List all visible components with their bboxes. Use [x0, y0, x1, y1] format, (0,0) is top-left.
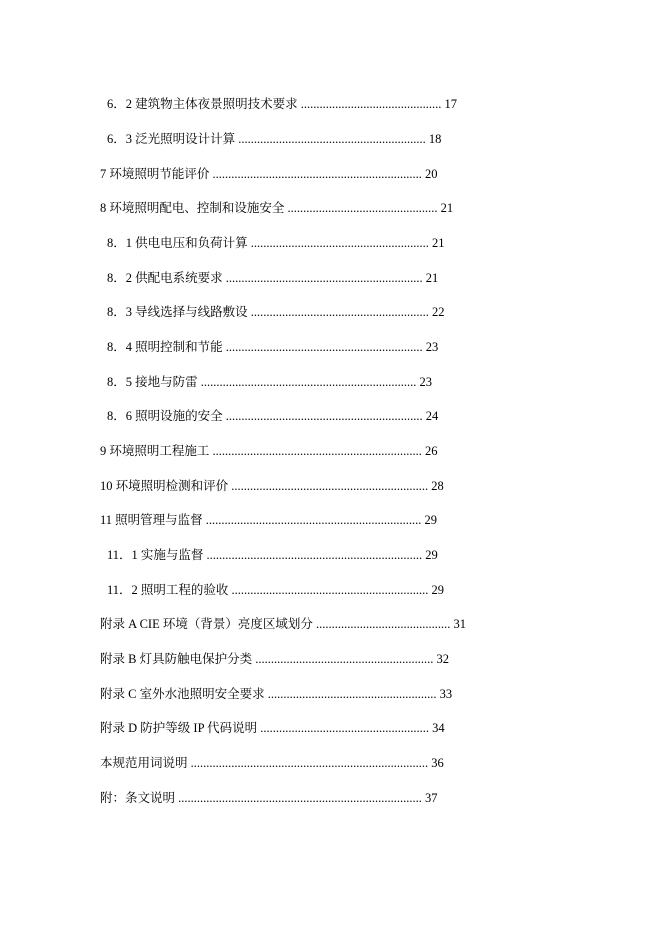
toc-entry-8-5[interactable]: 8．5 接地与防雷 ..................................................................... 23 — [107, 375, 433, 389]
toc-entry-8[interactable]: 8 环境照明配电、控制和设施安全 ................................................ 21 — [100, 201, 454, 215]
toc-entry-6-3[interactable]: 6．3 泛光照明设计计算 ............................................................ 18 — [107, 132, 442, 146]
toc-entry-explanation[interactable]: 附：条文说明 .............................................................................. 37 — [100, 791, 438, 805]
toc-entry-10[interactable]: 10 环境照明检测和评价 ............................................................... 28 — [100, 479, 444, 493]
toc-entry-appendix-d[interactable]: 附录 D 防护等级 IP 代码说明 ...................................................... 34 — [100, 721, 445, 735]
toc-entry-11[interactable]: 11 照明管理与监督 ..................................................................... 29 — [100, 513, 438, 527]
toc-entry-6-2[interactable]: 6．2 建筑物主体夜景照明技术要求 ............................................. 17 — [107, 97, 458, 111]
toc-entry-terms[interactable]: 本规范用词说明 ............................................................................ 36 — [100, 756, 444, 770]
toc-entry-9[interactable]: 9 环境照明工程施工 ................................................................... 26 — [100, 444, 438, 458]
toc-entry-11-1[interactable]: 11．1 实施与监督 ..................................................................... 29 — [107, 548, 438, 562]
toc-entry-8-2[interactable]: 8．2 供配电系统要求 ............................................................... 21 — [107, 271, 439, 285]
toc-entry-appendix-c[interactable]: 附录 C 室外水池照明安全要求 ...................................................... 33 — [100, 687, 453, 701]
toc-entry-11-2[interactable]: 11．2 照明工程的验收 ............................................................... 29 — [107, 583, 445, 597]
toc-entry-8-4[interactable]: 8．4 照明控制和节能 ............................................................... 23 — [107, 340, 439, 354]
toc-entry-8-3[interactable]: 8．3 导线选择与线路敷设 ......................................................... 22 — [107, 305, 445, 319]
toc-entry-appendix-b[interactable]: 附录 B 灯具防触电保护分类 ......................................................... 32 — [100, 652, 449, 666]
toc-entry-7[interactable]: 7 环境照明节能评价 ................................................................... 20 — [100, 167, 438, 181]
toc-entry-8-6[interactable]: 8．6 照明设施的安全 ............................................................... 24 — [107, 409, 439, 423]
toc-entry-appendix-a[interactable]: 附录 A CIE 环境（背景）亮度区域划分 ........................................... 31 — [100, 617, 466, 631]
toc-entry-8-1[interactable]: 8．1 供电电压和负荷计算 ......................................................... 21 — [107, 236, 445, 250]
